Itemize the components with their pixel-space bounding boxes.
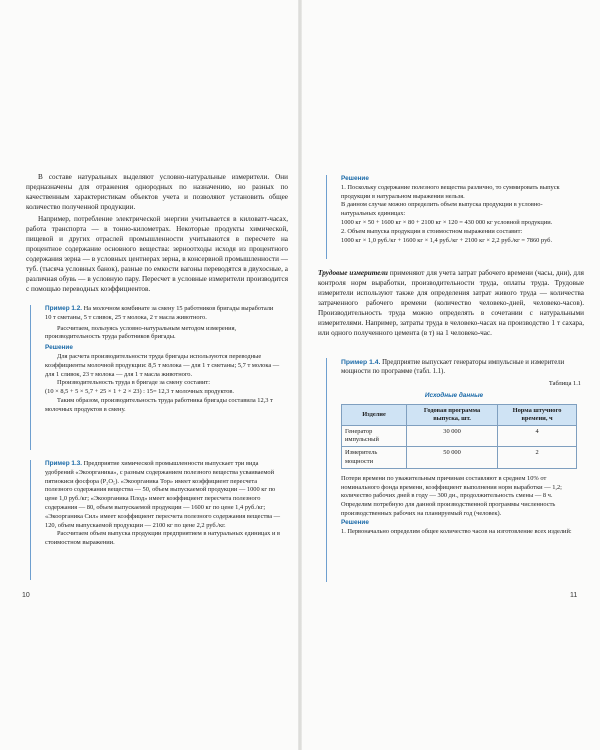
source-data-table bbox=[341, 404, 577, 469]
table-row bbox=[342, 426, 577, 447]
solution-label: Решение bbox=[341, 175, 369, 182]
page-number: 10 bbox=[22, 592, 30, 599]
example-1-2-label: Пример 1.2. bbox=[45, 305, 83, 312]
right-page bbox=[302, 0, 600, 750]
solution-step-2: 2. Объем выпуска продукции в стоимостном выражении составит: bbox=[341, 227, 523, 235]
electric-energy-paragraph: Например, потребление электрической энергии учитывается в киловатт-часах, работа транспорта — в тонно-километрах. Некоторые продукты химической, пищевой и других отраслей промышленности учитываются в пересчете на процентное содержание основного вещества: зерноотходы исходя из процентного содержания зерна — в условных центнерах зерна, в консервной промышленности — туб. (тысяча условных банок), разные по емкости вагоны переводятся в двухосные, а различная обувь — в условную пару. Пересчет в условные измерители производится с помощью переводных коэффициентов. bbox=[26, 215, 288, 293]
example-1-3-box bbox=[30, 460, 281, 580]
example-1-2-solution-label: Решение bbox=[45, 344, 73, 352]
example-1-2-box bbox=[30, 305, 281, 450]
table-cell: 4 bbox=[498, 426, 577, 447]
table-row bbox=[342, 447, 577, 468]
example-1-2-task: Рассчитаем, пользуясь условно-натуральным методом измерения, производительность труда работников бригады. bbox=[45, 324, 237, 341]
solution-step-1: 1. Поскольку содержание полезного вещества различно, то суммировать выпуск продукции в натуральном выражении нельзя. bbox=[341, 183, 560, 200]
natural-measures-paragraph: В составе натуральных выделяют условно-натуральные измерители. Они предназначены для отражения однородных по назначению, но разных по качественным характеристикам объектов учета и позволяют установить общее количество полученной продукции. bbox=[26, 173, 288, 211]
example-1-2-calc-intro: Производительность труда в бригаде за смену составит: bbox=[57, 379, 210, 387]
table-header-norm: Норма штучного времени, ч bbox=[498, 404, 577, 425]
table-header-row bbox=[342, 404, 577, 425]
example-1-3-label: Пример 1.3. bbox=[45, 460, 83, 467]
example-1-3-solution-box bbox=[326, 175, 577, 259]
example-1-2-text: На молочном комбинате за смену 15 работников бригады выработали 10 т сметаны, 5 т сливок, 25 т молока, 2 т масла животного. bbox=[45, 305, 274, 321]
task-paragraph: Определим потребную для данной производственной программы численность производственных рабочих на планируемый год (человек). bbox=[341, 501, 556, 517]
left-page bbox=[0, 0, 298, 750]
losses-paragraph: Потери времени по уважительным причинам составляют в среднем 10% от номинального фонда времени, коэффициент выполнения норм выработки — 1,2; количество рабочих дней в году — 300 дн., продолжительность смены — 8 ч. bbox=[341, 474, 562, 500]
example-1-2-formula: (10 × 8,5 + 5 × 5,7 + 25 × 1 + 2 × 23) : 15= 12,3 т молочных продуктов. bbox=[45, 388, 235, 396]
page-number: 11 bbox=[570, 592, 578, 599]
solution-formula-2: 1000 кг × 1,0 руб./кг + 1600 кг × 1,4 руб./кг + 2100 кг × 2,2 руб./кг = 7860 руб. bbox=[341, 236, 553, 244]
table-title: Исходные данные bbox=[424, 391, 484, 399]
example-1-3-task: Рассчитаем объем выпуска продукции предприятием в натуральных единицах и в стоимостном выражении. bbox=[45, 530, 281, 547]
example-1-2-conclusion: Таким образом, производительность труда работника бригады составила 12,3 т молочных продуктов в смену. bbox=[45, 396, 273, 413]
solution-label-2: Решение bbox=[341, 518, 369, 526]
table-cell: 50 000 bbox=[407, 447, 498, 468]
table-header-item: Изделие bbox=[342, 404, 407, 425]
example-1-4-box bbox=[326, 358, 581, 582]
table-cell: Измеритель мощности bbox=[342, 447, 407, 468]
example-1-4-label: Пример 1.4. bbox=[341, 359, 381, 366]
solution-formula-1: 1000 кг × 50 + 1600 кг × 80 + 2100 кг × 120 = 430 000 кг условной продукции. bbox=[341, 218, 553, 226]
example-1-3-text: Предприятие химической промышленности выпускает три вида удобрений «Экоорганика», с разным содержанием полезного вещества усваиваемой пятиокиси фосфора (P₂O₅). «Экоорганика Тор» имеет коэффициент пересчета полезного содержания вещества — 50, объем выпускаемой продукции — 1000 кг по цене 1,0 руб./кг; «Экоорганика Плод» имеет коэффициент пересчета полезного содержания — 80, объем выпускаемой продукции — 1600 кг по цене 1,4 руб./кг; «Экоорганика Сил» имеет коэффициент пересчета полезного содержания вещества — 120, объем выпускаемой продукции — 2100 кг по цене 2,2 руб./кг. bbox=[45, 460, 281, 529]
table-caption: Таблица 1.1 bbox=[548, 380, 581, 387]
table-header-program: Годовая программа выпуска, шт. bbox=[407, 404, 498, 425]
solution-step-1b: В данном случае можно определить объем выпуска продукции в условно-натуральных единицах: bbox=[341, 201, 543, 218]
example-1-4-text: Предприятие выпускает генераторы импульсные и измерители мощности по программе (табл. 1.1). bbox=[341, 359, 565, 375]
solution-step-1-hours: 1. Первоначально определим общее количество часов на изготовление всех изделий: bbox=[341, 527, 572, 535]
labor-measures-paragraph bbox=[318, 268, 584, 338]
table-cell: 2 bbox=[498, 447, 577, 468]
example-1-2-solution: Для расчета производительности труда бригады используются переводные коэффициенты молочной продукции: 8,5 т молока — для 1 т сметаны; 5,7 т молока — для 1 сливок, 23 т молока — для 1 т масла животного. bbox=[45, 352, 280, 378]
labor-measures-term: Трудовые измерители bbox=[318, 269, 388, 277]
table-cell: Генератор импульсный bbox=[342, 426, 407, 447]
table-cell: 30 000 bbox=[407, 426, 498, 447]
labor-measures-text: применяют для учета затрат рабочего времени (часы, дни), для контроля норм выработки, производительности труда, оплаты труда. Трудовые измерители используют также для определения затрат живого труда — количества затраченного рабочего времени (количество человеко-дней, человеко-часов). Производительность труда можно определять в сочетании с натуральными измерителями. Например, затраты труда в человеко-часах на производство 1 т сахара, или одного полученного цемента (в т) на 1 человеко-час. bbox=[318, 269, 584, 337]
